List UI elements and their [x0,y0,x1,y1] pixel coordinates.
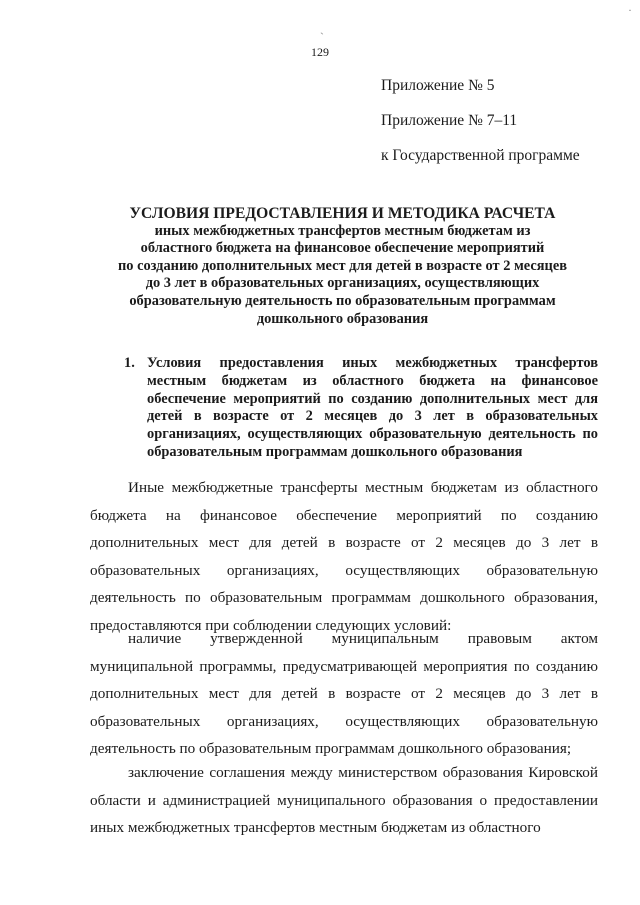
title-line-3: областного бюджета на финансовое обеспечение мероприятий [140,240,545,257]
paragraph-2: наличие утвержденной муниципальным правовым актом муниципальной программы, предусматривающей мероприятия по созданию дополнительных мест для детей в возрасте от 2 месяцев до 3 лет в образовательных организациях, осуществляющих образовательную деятельность по образовательным программам дошкольного образования; [90,630,598,757]
document-title [60,205,625,328]
page-number: 129 [311,45,329,59]
paragraph-1: Иные межбюджетные трансферты местным бюджетам из областного бюджета на финансовое обеспечение мероприятий по созданию дополнительных мест для детей в возрасте от 2 месяцев до 3 лет в образовательных организациях, осуществляющих образовательную деятельность по образовательным программам дошкольного образования, предоставляются при соблюдении следующих условий: [90,479,598,634]
scan-mark-corner: · [628,3,632,17]
title-line-7: дошкольного образования [256,310,429,327]
appendix-line-1: Приложение № 5 [381,77,495,94]
title-line-6: образовательную деятельность по образовательным программам [129,292,556,309]
appendix-line-3: к Государственной программе [381,147,580,164]
title-line-1: УСЛОВИЯ ПРЕДОСТАВЛЕНИЯ И МЕТОДИКА РАСЧЕТА [129,205,556,222]
title-line-2: иных межбюджетных трансфертов местным бюджетам из [154,222,531,239]
section-heading-text: Условия предоставления иных межбюджетных трансфертов местным бюджетам из областного бюджета на финансовое обеспечение мероприятий по созданию дополнительных мест для детей в возрасте от 2 месяцев до 3 лет в образовательных организациях, осуществляющих образовательную деятельность по образовательным программам дошкольного образования [147,355,598,460]
appendix-line-2: Приложение № 7–11 [381,112,518,129]
scan-mark-top: ˎ [320,21,324,35]
section-heading [124,355,598,462]
title-line-5: до 3 лет в образовательных организациях, осуществляющих [145,275,540,292]
title-line-4: по созданию дополнительных мест для детей в возрасте от 2 месяцев [117,257,567,274]
paragraph-3: заключение соглашения между министерством образования Кировской области и администрацией муниципального образования о предоставлении иных межбюджетных трансфертов местным бюджетам из областного [90,764,598,836]
section-number: 1. [124,355,135,371]
